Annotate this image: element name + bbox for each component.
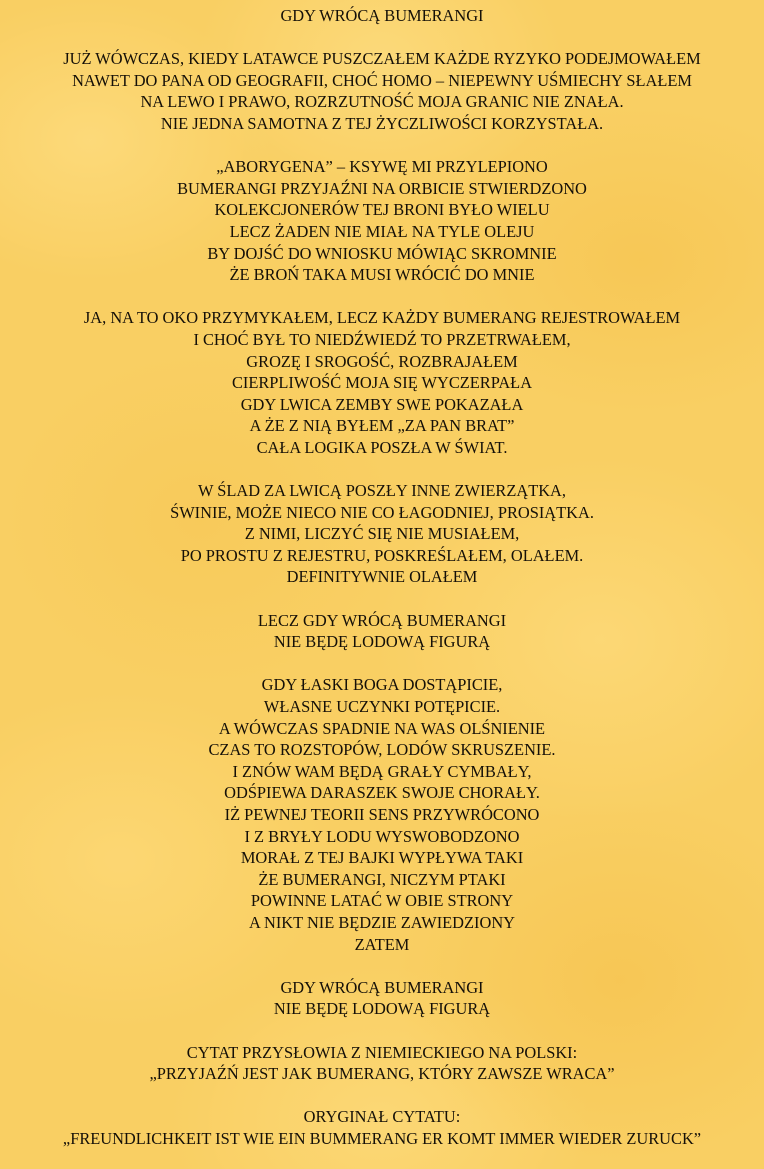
poem-line: NIE JEDNA SAMOTNA Z TEJ ŻYCZLIWOŚCI KORZYSTAŁA. (160, 113, 604, 133)
poem-line: POWINNE LATAĆ W OBIE STRONY (250, 891, 514, 911)
poem-line: DEFINITYWNIE OLAŁEM (286, 567, 478, 587)
poem-line: CYTAT PRZYSŁOWIA Z NIEMIECKIEGO NA POLSKI: (186, 1042, 578, 1062)
stanza (0, 307, 764, 458)
poem-line: GDY LWICA ZEMBY SWE POKAZAŁA (240, 394, 524, 414)
poem-line: GDY ŁASKI BOGA DOSTĄPICIE, (261, 675, 503, 695)
poem-line: KOLEKCJONERÓW TEJ BRONI BYŁO WIELU (214, 200, 550, 220)
poem-line: NIE BĘDĘ LODOWĄ FIGURĄ (273, 999, 491, 1019)
poem-line: NA LEWO I PRAWO, ROZRZUTNOŚĆ MOJA GRANIC NIE ZNAŁA. (140, 92, 624, 112)
poem-line: IŻ PEWNEJ TEORII SENS PRZYWRÓCONO (224, 804, 540, 824)
stanza (0, 156, 764, 286)
poem-line: BUMERANGI PRZYJAŹNI NA ORBICIE STWIERDZONO (177, 178, 587, 198)
stanza (0, 48, 764, 134)
poem-line: I Z BRYŁY LODU WYSWOBODZONO (244, 826, 520, 846)
poem-line: JUŻ WÓWCZAS, KIEDY LATAWCE PUSZCZAŁEM KAŻDE RYZYKO PODEJMOWAŁEM (63, 49, 701, 69)
poem-line: LECZ GDY WRÓCĄ BUMERANGI (257, 610, 507, 630)
poem-line: WŁASNE UCZYNKI POTĘPICIE. (263, 697, 501, 716)
poem-line: CAŁA LOGIKA POSZŁA W ŚWIAT. (256, 437, 508, 457)
stanza (0, 1106, 764, 1149)
stanza (0, 480, 764, 588)
poem-line: ŻE BUMERANGI, NICZYM PTAKI (258, 869, 506, 889)
poem-line: „ABORYGENA” – KSYWĘ MI PRZYLEPIONO (216, 157, 548, 177)
stanza (0, 1042, 764, 1085)
poem-line: W ŚLAD ZA LWICĄ POSZŁY INNE ZWIERZĄTKA, (198, 481, 566, 501)
poem-title: GDY WRÓCĄ BUMERANGI (280, 6, 484, 25)
poem-line: „FREUNDLICHKEIT IST WIE EIN BUMMERANG ER KOMT IMMER WIEDER ZURUCK” (62, 1128, 702, 1148)
poem-line: ŚWINIE, MOŻE NIECO NIE CO ŁAGODNIEJ, PROSIĄTKA. (170, 502, 594, 522)
poem-line: ODŚPIEWA DARASZEK SWOJE CHORAŁY. (224, 783, 540, 803)
poem-line: GDY WRÓCĄ BUMERANGI (280, 977, 484, 997)
poem-line: NAWET DO PANA OD GEOGRAFII, CHOĆ HOMO – NIEPEWNY UŚMIECHY SŁAŁEM (72, 70, 692, 90)
poem-line: MORAŁ Z TEJ BAJKI WYPŁYWA TAKI (240, 848, 524, 868)
poem-line: GROZĘ I SROGOŚĆ, ROZBRAJAŁEM (246, 351, 518, 371)
stanza (0, 610, 764, 653)
poem-line: ZATEM (354, 934, 410, 954)
poem-line: JA, NA TO OKO PRZYMYKAŁEM, LECZ KAŻDY BUMERANG REJESTROWAŁEM (83, 308, 681, 328)
poem-line: ORYGINAŁ CYTATU: (303, 1107, 461, 1127)
poem-line: PO PROSTU Z REJESTRU, POSKREŚLAŁEM, OLAŁEM. (180, 545, 584, 565)
poem-line: I ZNÓW WAM BĘDĄ GRAŁY CYMBAŁY, (232, 761, 532, 781)
poem-line: A ŻE Z NIĄ BYŁEM „ZA PAN BRAT” (249, 416, 515, 436)
poem-line: CZAS TO ROZSTOPÓW, LODÓW SKRUSZENIE. (208, 740, 556, 760)
poem-line: Z NIMI, LICZYĆ SIĘ NIE MUSIAŁEM, (244, 524, 520, 544)
poem-line: A NIKT NIE BĘDZIE ZAWIEDZIONY (248, 912, 516, 932)
stanza (0, 674, 764, 955)
stanza-list (0, 48, 764, 1149)
poem-title-block (0, 5, 764, 27)
poem-line: CIERPLIWOŚĆ MOJA SIĘ WYCZERPAŁA (231, 373, 533, 393)
poem-line: „PRZYJAŹŃ JEST JAK BUMERANG, KTÓRY ZAWSZE WRACA” (149, 1064, 615, 1084)
poem-line: I CHOĆ BYŁ TO NIEDŹWIEDŹ TO PRZETRWAŁEM, (193, 329, 571, 349)
poem-line: LECZ ŻADEN NIE MIAŁ NA TYLE OLEJU (229, 221, 535, 241)
poem-document (0, 5, 764, 1149)
poem-line: NIE BĘDĘ LODOWĄ FIGURĄ (273, 632, 491, 652)
stanza (0, 977, 764, 1020)
poem-line: A WÓWCZAS SPADNIE NA WAS OLŚNIENIE (218, 718, 546, 738)
poem-line: BY DOJŚĆ DO WNIOSKU MÓWIĄC SKROMNIE (207, 243, 557, 263)
poem-line: ŻE BROŃ TAKA MUSI WRÓCIĆ DO MNIE (229, 265, 535, 285)
